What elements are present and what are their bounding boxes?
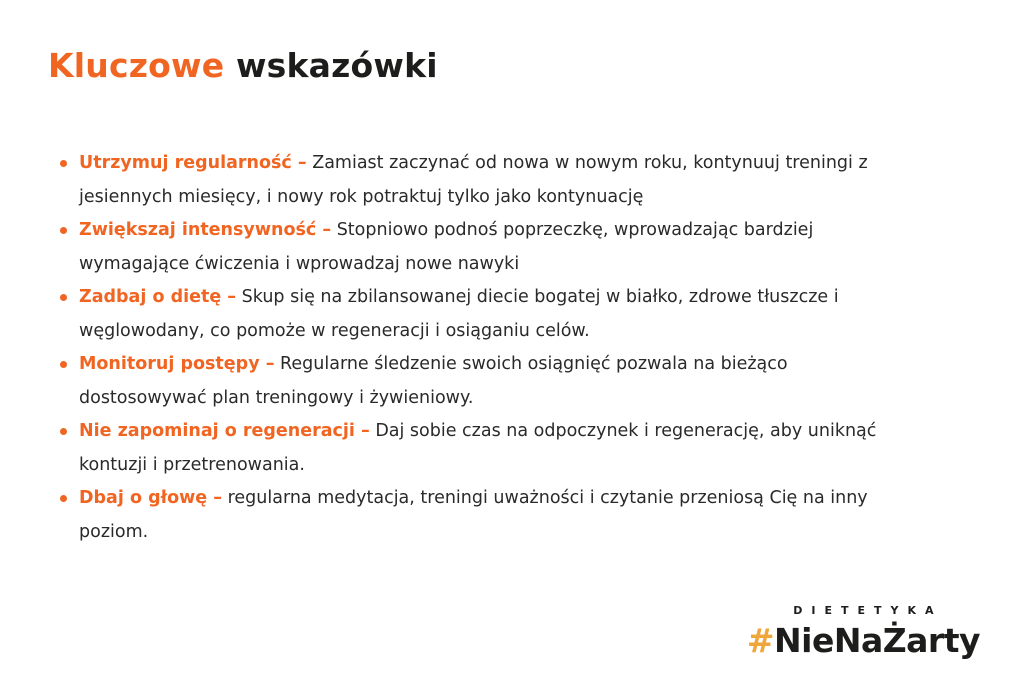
tip-body: Regularne śledzenie swoich osiągnięć pozwala na bieżąco dostosowywać plan treningowy i żywieniowy. [79,354,788,408]
logo-name-text: NieNaŻarty [774,621,980,660]
page-title [48,46,438,85]
tip-lead: Utrzymuj regularność – [79,153,307,173]
tip-lead: Zwiększaj intensywność – [79,220,332,240]
brand-logo [747,604,980,660]
tip-lead: Dbaj o głowę – [79,488,222,508]
tips-list [60,147,920,549]
tip-item [60,415,920,482]
tip-body: regularna medytacja, treningi uważności i czytanie przeniosą Cię na inny poziom. [79,488,868,542]
bullet-dot-icon [60,361,67,368]
tip-lead: Monitoruj postępy – [79,354,275,374]
logo-tagline: DIETETYKA [793,604,943,617]
tip-body: Stopniowo podnoś poprzeczkę, wprowadzając bardziej wymagające ćwiczenia i wprowadzaj nowe nawyki [79,220,814,274]
tip-item [60,214,920,281]
logo-name [747,621,980,660]
tip-body: Daj sobie czas na odpoczynek i regenerację, aby uniknąć kontuzji i przetrenowania. [79,421,877,475]
logo-hash-icon: # [746,621,775,660]
tip-body: Skup się na zbilansowanej diecie bogatej w białko, zdrowe tłuszcze i węglowodany, co pomoże w regeneracji i osiąganiu celów. [79,287,839,341]
page-title-highlight: Kluczowe [48,46,225,85]
bullet-dot-icon [60,160,67,167]
tip-item [60,482,920,549]
tip-item [60,281,920,348]
tip-lead: Nie zapominaj o regeneracji – [79,421,370,441]
bullet-dot-icon [60,428,67,435]
bullet-dot-icon [60,294,67,301]
tip-body: Zamiast zaczynać od nowa w nowym roku, kontynuuj treningi z jesiennych miesięcy, i nowy rok potraktuj tylko jako kontynuację [79,153,868,207]
bullet-dot-icon [60,227,67,234]
tip-item [60,147,920,214]
tip-lead: Zadbaj o dietę – [79,287,237,307]
page-title-rest: wskazówki [236,46,438,85]
tip-item [60,348,920,415]
bullet-dot-icon [60,495,67,502]
